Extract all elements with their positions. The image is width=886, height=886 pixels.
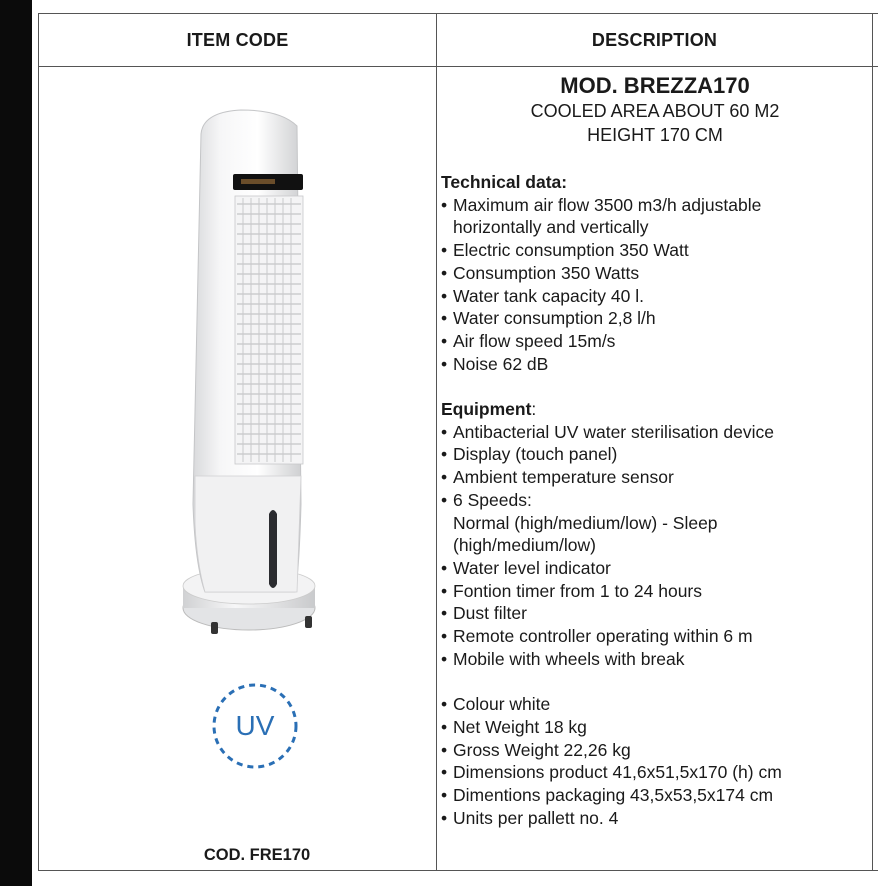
list-item: • Antibacterial UV water sterilisation device <box>441 421 871 444</box>
list-item: • Water consumption 2,8 l/h <box>441 307 871 330</box>
list-item: • Gross Weight 22,26 kg <box>441 739 871 762</box>
height-line: HEIGHT 170 CM <box>587 125 723 145</box>
left-dark-edge <box>0 0 32 886</box>
equipment-list <box>441 421 871 671</box>
list-item: • Air flow speed 15m/s <box>441 330 871 353</box>
uv-label: UV <box>235 710 275 741</box>
list-item: • Net Weight 18 kg <box>441 716 871 739</box>
list-item: • Display (touch panel) <box>441 443 871 466</box>
list-item: • Maximum air flow 3500 m3/h adjustable horizontally and vertically <box>441 194 871 239</box>
list-item: • Electric consumption 350 Watt <box>441 239 871 262</box>
technical-list <box>441 194 871 376</box>
list-item: • Dimensions product 41,6x51,5x170 (h) cm <box>441 761 871 784</box>
cooled-area: COOLED AREA ABOUT 60 M2 <box>530 101 780 121</box>
list-item: • Dimentions packaging 43,5x53,5x174 cm <box>441 784 871 807</box>
product-table <box>38 13 878 871</box>
air-cooler-image <box>181 104 321 649</box>
list-item: • Fontion timer from 1 to 24 hours <box>441 580 871 603</box>
uv-badge <box>209 680 301 772</box>
list-item: • Consumption 350 Watts <box>441 262 871 285</box>
product-code: COD. FRE170 <box>203 846 311 864</box>
list-item: • Noise 62 dB <box>441 353 871 376</box>
model-title: MOD. BREZZA170 <box>560 73 750 98</box>
list-item: • Colour white <box>441 693 871 716</box>
item-code-header: ITEM CODE <box>186 29 289 50</box>
list-item: • 6 Speeds: Normal (high/medium/low) - Sleep (high/medium/low) <box>441 489 871 557</box>
description-body <box>441 171 871 829</box>
list-item: • Mobile with wheels with break <box>441 648 871 671</box>
list-item: • Water level indicator <box>441 557 871 580</box>
header-divider <box>39 66 878 67</box>
air-cooler-illustration <box>181 104 321 644</box>
list-item: • Remote controller operating within 6 m <box>441 625 871 648</box>
list-item: • Ambient temperature sensor <box>441 466 871 489</box>
list-item: • Water tank capacity 40 l. <box>441 285 871 308</box>
description-header: DESCRIPTION <box>591 29 718 50</box>
equipment-title: Equipment: <box>441 399 537 420</box>
list-item: • Dust filter <box>441 602 871 625</box>
specs-list <box>441 693 871 829</box>
list-item: • Units per pallett no. 4 <box>441 807 871 830</box>
technical-title: Technical data: <box>441 172 568 192</box>
